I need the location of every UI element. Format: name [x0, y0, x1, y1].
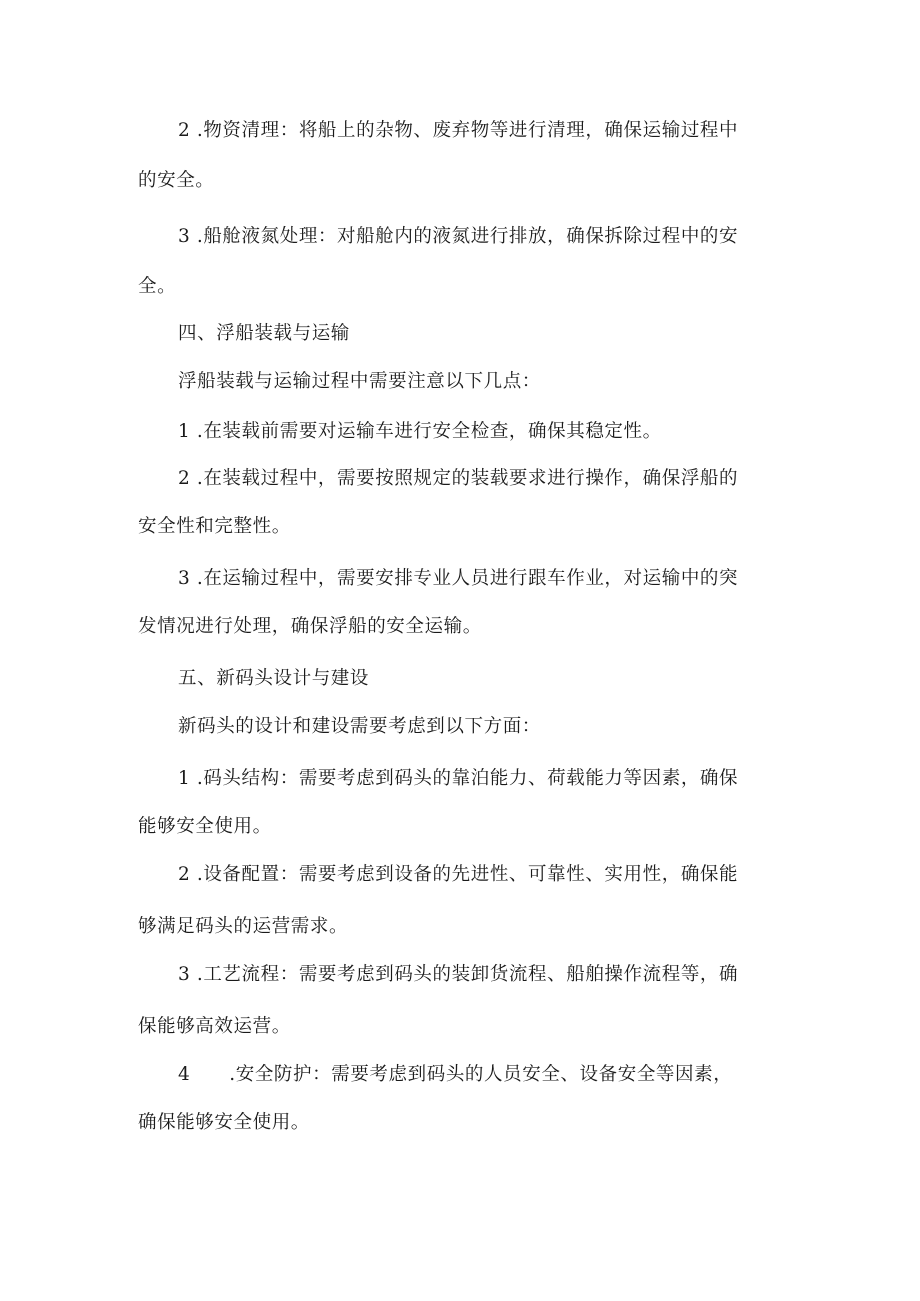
- paragraph-loading-1: 1 .在装载前需要对运输车进行安全检查，确保其稳定性。: [178, 421, 662, 442]
- text-line: 3 .船舱液氮处理：对船舱内的液氮进行排放，确保拆除过程中的安: [178, 226, 739, 247]
- text-line: 保能够高效运营。: [138, 1016, 291, 1037]
- paragraph-intro-dock: 新码头的设计和建设需要考虑到以下方面：: [178, 716, 541, 737]
- text-line: 能够安全使用。: [138, 816, 272, 837]
- text-line: 确保能够安全使用。: [138, 1112, 310, 1133]
- text-line: 够满足码头的运营需求。: [138, 916, 349, 937]
- text-line: 全。: [138, 276, 177, 297]
- text-line: 3 .在运输过程中，需要安排专业人员进行跟车作业，对运输中的突: [178, 568, 739, 589]
- text-line: 2 .物资清理：将船上的杂物、废弃物等进行清理，确保运输过程中: [178, 120, 739, 141]
- text-line: 2 .设备配置：需要考虑到设备的先进性、可靠性、实用性，确保能: [178, 864, 739, 885]
- section-heading-4: 四、浮船装载与运输: [178, 323, 350, 344]
- text-line: 4 .安全防护：需要考虑到码头的人员安全、设备安全等因素，: [178, 1064, 733, 1085]
- text-line: 安全性和完整性。: [138, 516, 291, 537]
- text-line: 3 .工艺流程：需要考虑到码头的装卸货流程、船舶操作流程等，确: [178, 964, 739, 985]
- text-line: 1 .码头结构：需要考虑到码头的靠泊能力、荷载能力等因素，确保: [178, 768, 739, 789]
- text-line: 的安全。: [138, 170, 215, 191]
- text-line: 2 .在装载过程中，需要按照规定的装载要求进行操作，确保浮船的: [178, 468, 739, 489]
- paragraph-intro-loading: 浮船装载与运输过程中需要注意以下几点：: [178, 371, 541, 392]
- text-line: 发情况进行处理，确保浮船的安全运输。: [138, 616, 482, 637]
- section-heading-5: 五、新码头设计与建设: [178, 668, 370, 689]
